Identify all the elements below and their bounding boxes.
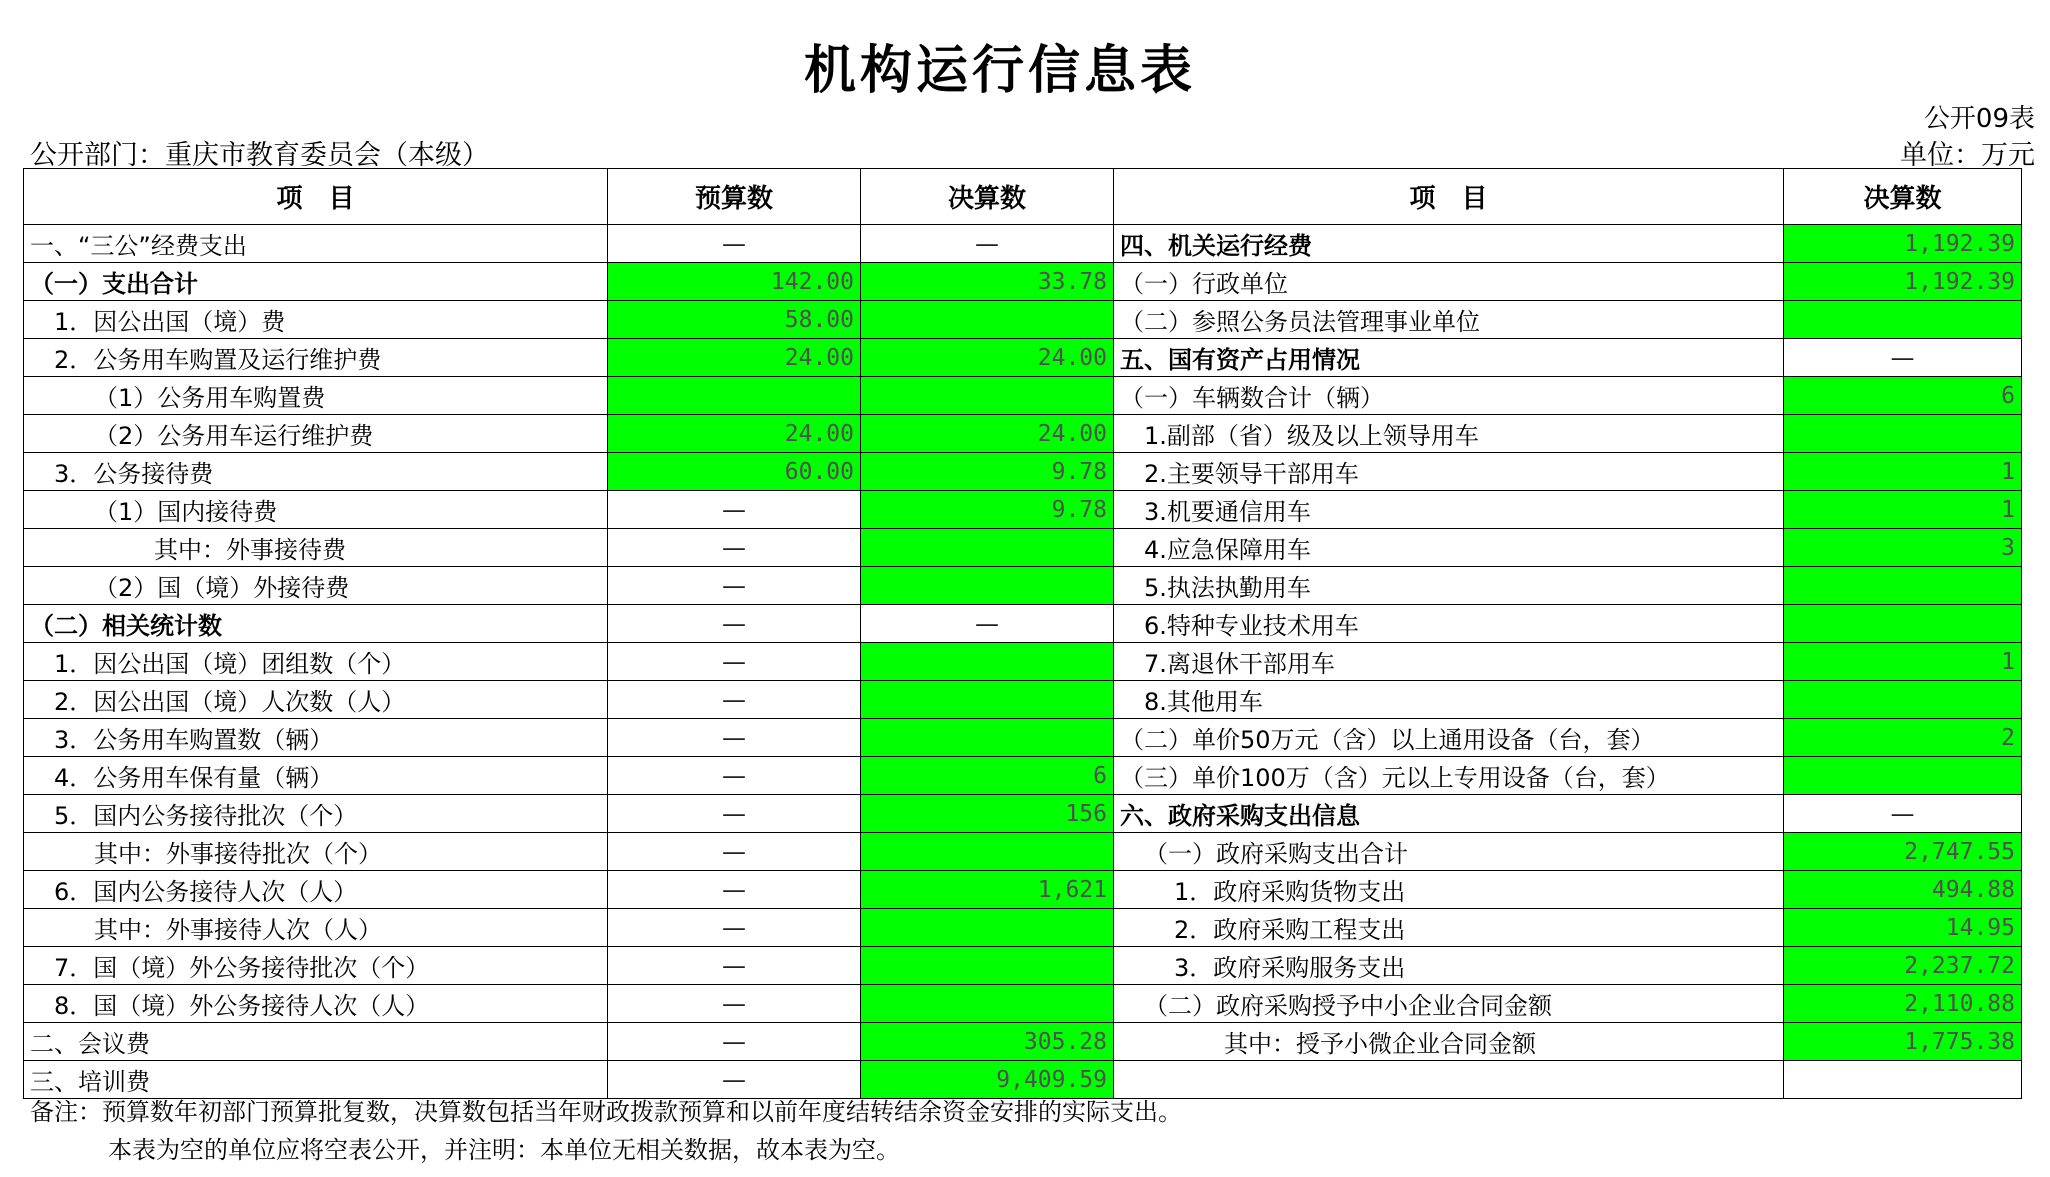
final-cell: 24.00	[861, 415, 1114, 453]
right-item-cell: 2．政府采购工程支出	[1114, 909, 1784, 947]
left-item-cell: 二、会议费	[24, 1023, 608, 1061]
right-item-cell: （一）政府采购支出合计	[1114, 833, 1784, 871]
budget-cell: —	[608, 681, 861, 719]
table-row	[24, 871, 2022, 909]
right-item-cell: 其中：授予小微企业合同金额	[1114, 1023, 1784, 1061]
final-cell: 9,409.59	[861, 1061, 1114, 1099]
right-item-cell: 4.应急保障用车	[1114, 529, 1784, 567]
left-item-cell: （2）公务用车运行维护费	[24, 415, 608, 453]
final-cell	[861, 567, 1114, 605]
budget-cell: —	[608, 491, 861, 529]
note-line-2: 本表为空的单位应将空表公开，并注明：本单位无相关数据，故本表为空。	[108, 1136, 900, 1164]
right-final-cell: 2,110.88	[1784, 985, 2022, 1023]
table-row	[24, 301, 2022, 339]
table-row	[24, 529, 2022, 567]
final-cell	[861, 719, 1114, 757]
left-item-cell: 其中：外事接待人次（人）	[24, 909, 608, 947]
left-item-cell: （二）相关统计数	[24, 605, 608, 643]
unit-label: 单位：万元	[1900, 140, 2035, 171]
table-row	[24, 263, 2022, 301]
final-cell	[861, 681, 1114, 719]
budget-cell: 24.00	[608, 339, 861, 377]
left-item-cell: 6．国内公务接待人次（人）	[24, 871, 608, 909]
right-item-cell: 7.离退休干部用车	[1114, 643, 1784, 681]
table-row	[24, 985, 2022, 1023]
header-item: 项 目	[24, 169, 608, 225]
form-number: 公开09表	[1923, 104, 2035, 134]
right-item-cell: 3.机要通信用车	[1114, 491, 1784, 529]
final-cell	[861, 529, 1114, 567]
final-cell: 305.28	[861, 1023, 1114, 1061]
left-item-cell: 5．国内公务接待批次（个）	[24, 795, 608, 833]
right-item-cell: （三）单价100万（含）元以上专用设备（台，套）	[1114, 757, 1784, 795]
right-final-cell: 1,775.38	[1784, 1023, 2022, 1061]
left-item-cell: （1）公务用车购置费	[24, 377, 608, 415]
final-cell	[861, 909, 1114, 947]
info-table	[23, 168, 2022, 1099]
right-item-cell: 1.副部（省）级及以上领导用车	[1114, 415, 1784, 453]
final-cell: 9.78	[861, 453, 1114, 491]
right-final-cell: 494.88	[1784, 871, 2022, 909]
left-item-cell: 三、培训费	[24, 1061, 608, 1099]
header-final-right: 决算数	[1784, 169, 2022, 225]
right-item-cell: 四、机关运行经费	[1114, 225, 1784, 263]
right-final-cell	[1784, 605, 2022, 643]
right-item-cell: （二）参照公务员法管理事业单位	[1114, 301, 1784, 339]
table-row	[24, 681, 2022, 719]
left-item-cell: 8．国（境）外公务接待人次（人）	[24, 985, 608, 1023]
budget-cell: —	[608, 871, 861, 909]
right-item-cell: （一）车辆数合计（辆）	[1114, 377, 1784, 415]
table-row	[24, 491, 2022, 529]
left-item-cell: 3．公务用车购置数（辆）	[24, 719, 608, 757]
table-row	[24, 909, 2022, 947]
table-row	[24, 719, 2022, 757]
budget-cell: —	[608, 529, 861, 567]
left-item-cell: 3．公务接待费	[24, 453, 608, 491]
final-cell: 24.00	[861, 339, 1114, 377]
right-final-cell	[1784, 1061, 2022, 1099]
header-item-right: 项 目	[1114, 169, 1784, 225]
table-row	[24, 377, 2022, 415]
table-row	[24, 643, 2022, 681]
right-final-cell: —	[1784, 795, 2022, 833]
budget-cell: 60.00	[608, 453, 861, 491]
left-item-cell: 1．因公出国（境）团组数（个）	[24, 643, 608, 681]
budget-cell: —	[608, 225, 861, 263]
final-cell	[861, 985, 1114, 1023]
right-final-cell: —	[1784, 339, 2022, 377]
right-final-cell: 6	[1784, 377, 2022, 415]
left-item-cell: 2．公务用车购置及运行维护费	[24, 339, 608, 377]
right-item-cell: 五、国有资产占用情况	[1114, 339, 1784, 377]
page-title: 机构运行信息表	[803, 41, 1196, 101]
table-row	[24, 225, 2022, 263]
final-cell: 33.78	[861, 263, 1114, 301]
final-cell: 6	[861, 757, 1114, 795]
right-final-cell: 14.95	[1784, 909, 2022, 947]
right-final-cell: 2	[1784, 719, 2022, 757]
final-cell: 156	[861, 795, 1114, 833]
right-item-cell: 1．政府采购货物支出	[1114, 871, 1784, 909]
right-final-cell	[1784, 415, 2022, 453]
final-cell: —	[861, 605, 1114, 643]
right-item-cell	[1114, 1061, 1784, 1099]
table-row	[24, 415, 2022, 453]
final-cell	[861, 643, 1114, 681]
budget-cell: —	[608, 567, 861, 605]
right-item-cell: （一）行政单位	[1114, 263, 1784, 301]
final-cell	[861, 301, 1114, 339]
right-item-cell: 6.特种专业技术用车	[1114, 605, 1784, 643]
note-line-1: 备注：预算数年初部门预算批复数，决算数包括当年财政拨款预算和以前年度结转结余资金安排的实际支出。	[30, 1098, 1182, 1126]
right-final-cell: 1	[1784, 491, 2022, 529]
left-item-cell: （1）国内接待费	[24, 491, 608, 529]
final-cell	[861, 947, 1114, 985]
budget-cell: —	[608, 643, 861, 681]
budget-cell: —	[608, 909, 861, 947]
left-item-cell: 一、“三公”经费支出	[24, 225, 608, 263]
header-budget: 预算数	[608, 169, 861, 225]
table-row	[24, 339, 2022, 377]
right-final-cell	[1784, 757, 2022, 795]
table-row	[24, 795, 2022, 833]
final-cell	[861, 377, 1114, 415]
table-row	[24, 757, 2022, 795]
final-cell: —	[861, 225, 1114, 263]
right-final-cell	[1784, 301, 2022, 339]
left-item-cell: 2．因公出国（境）人次数（人）	[24, 681, 608, 719]
right-item-cell: （二）政府采购授予中小企业合同金额	[1114, 985, 1784, 1023]
right-item-cell: 六、政府采购支出信息	[1114, 795, 1784, 833]
department-label: 公开部门：重庆市教育委员会（本级）	[30, 140, 489, 171]
table-row	[24, 947, 2022, 985]
right-item-cell: （二）单价50万元（含）以上通用设备（台，套）	[1114, 719, 1784, 757]
budget-cell: 142.00	[608, 263, 861, 301]
budget-cell: —	[608, 985, 861, 1023]
right-final-cell: 2,747.55	[1784, 833, 2022, 871]
table-row	[24, 605, 2022, 643]
right-item-cell: 8.其他用车	[1114, 681, 1784, 719]
right-item-cell: 2.主要领导干部用车	[1114, 453, 1784, 491]
header-final: 决算数	[861, 169, 1114, 225]
left-item-cell: （2）国（境）外接待费	[24, 567, 608, 605]
final-cell: 9.78	[861, 491, 1114, 529]
final-cell	[861, 833, 1114, 871]
left-item-cell: （一）支出合计	[24, 263, 608, 301]
right-item-cell: 3．政府采购服务支出	[1114, 947, 1784, 985]
right-final-cell: 1,192.39	[1784, 225, 2022, 263]
table-row	[24, 453, 2022, 491]
right-final-cell	[1784, 681, 2022, 719]
budget-cell: —	[608, 1023, 861, 1061]
table-row	[24, 833, 2022, 871]
right-item-cell: 5.执法执勤用车	[1114, 567, 1784, 605]
budget-cell: 58.00	[608, 301, 861, 339]
right-final-cell: 3	[1784, 529, 2022, 567]
table-row	[24, 1023, 2022, 1061]
right-final-cell: 1,192.39	[1784, 263, 2022, 301]
left-item-cell: 其中：外事接待批次（个）	[24, 833, 608, 871]
budget-cell: —	[608, 1061, 861, 1099]
budget-cell	[608, 377, 861, 415]
budget-cell: —	[608, 757, 861, 795]
final-cell: 1,621	[861, 871, 1114, 909]
left-item-cell: 其中：外事接待费	[24, 529, 608, 567]
left-item-cell: 4．公务用车保有量（辆）	[24, 757, 608, 795]
table-row	[24, 567, 2022, 605]
budget-cell: —	[608, 947, 861, 985]
budget-cell: —	[608, 719, 861, 757]
budget-cell: —	[608, 795, 861, 833]
table-header-row	[24, 169, 2022, 225]
budget-cell: —	[608, 605, 861, 643]
right-final-cell	[1784, 567, 2022, 605]
right-final-cell: 1	[1784, 453, 2022, 491]
budget-cell: 24.00	[608, 415, 861, 453]
left-item-cell: 7．国（境）外公务接待批次（个）	[24, 947, 608, 985]
left-item-cell: 1．因公出国（境）费	[24, 301, 608, 339]
budget-cell: —	[608, 833, 861, 871]
right-final-cell: 2,237.72	[1784, 947, 2022, 985]
right-final-cell: 1	[1784, 643, 2022, 681]
